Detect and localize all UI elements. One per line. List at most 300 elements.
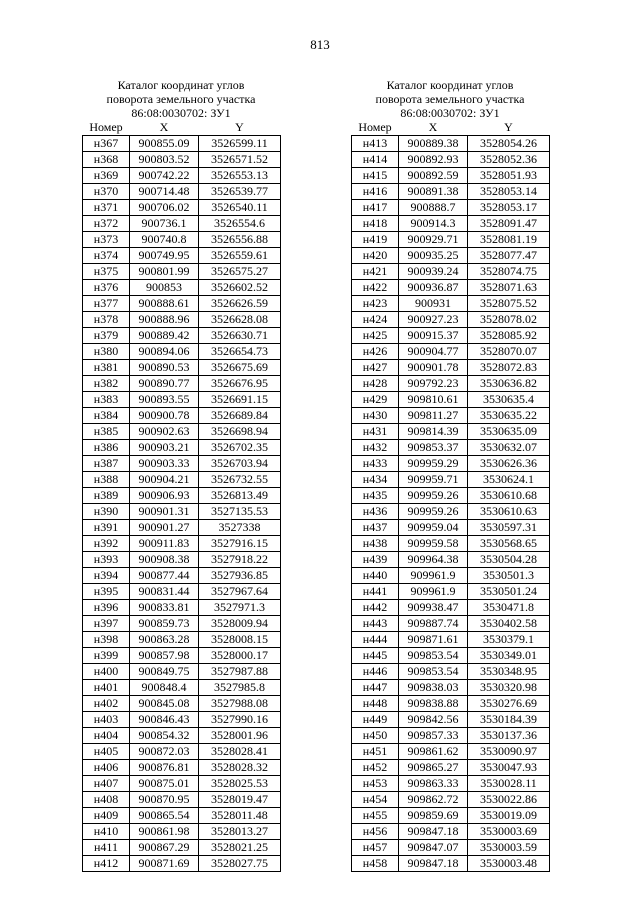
table-row [352, 824, 550, 840]
table-row [352, 136, 550, 152]
y-coordinate-cell: 3527990.16 [199, 712, 281, 728]
y-coordinate-cell: 3530003.59 [468, 840, 550, 856]
table-row [83, 600, 281, 616]
x-coordinate-cell: 909938.47 [399, 600, 468, 616]
point-number-cell: н379 [83, 328, 130, 344]
y-coordinate-cell: 3528013.27 [199, 824, 281, 840]
y-coordinate-cell: 3530636.82 [468, 376, 550, 392]
x-coordinate-cell: 909847.18 [399, 856, 468, 872]
point-number-cell: н409 [83, 808, 130, 824]
x-coordinate-cell: 900901.27 [130, 520, 199, 536]
table-row [83, 152, 281, 168]
x-coordinate-cell: 900877.44 [130, 568, 199, 584]
point-number-cell: н423 [352, 296, 399, 312]
y-coordinate-cell: 3526571.52 [199, 152, 281, 168]
table-row [83, 856, 281, 872]
x-coordinate-cell: 909961.9 [399, 584, 468, 600]
y-coordinate-cell: 3528025.53 [199, 776, 281, 792]
y-coordinate-cell: 3528054.26 [468, 136, 550, 152]
point-number-cell: н397 [83, 616, 130, 632]
y-coordinate-cell: 3526676.95 [199, 376, 281, 392]
y-coordinate-cell: 3528051.93 [468, 168, 550, 184]
point-number-cell: н377 [83, 296, 130, 312]
point-number-cell: н407 [83, 776, 130, 792]
point-number-cell: н418 [352, 216, 399, 232]
point-number-cell: н416 [352, 184, 399, 200]
x-coordinate-cell: 909853.37 [399, 440, 468, 456]
point-number-cell: н446 [352, 664, 399, 680]
point-number-cell: н390 [83, 504, 130, 520]
point-number-cell: н404 [83, 728, 130, 744]
y-coordinate-cell: 3528081.19 [468, 232, 550, 248]
table-row [83, 456, 281, 472]
y-coordinate-cell: 3530047.93 [468, 760, 550, 776]
point-number-cell: н389 [83, 488, 130, 504]
y-coordinate-cell: 3527338 [199, 520, 281, 536]
point-number-cell: н453 [352, 776, 399, 792]
point-number-cell: н372 [83, 216, 130, 232]
y-coordinate-cell: 3528001.96 [199, 728, 281, 744]
y-coordinate-cell: 3527918.22 [199, 552, 281, 568]
x-coordinate-cell: 900911.83 [130, 536, 199, 552]
coordinate-table [82, 120, 281, 872]
table-row [83, 376, 281, 392]
table-row [352, 552, 550, 568]
page-number: 813 [310, 37, 330, 52]
point-number-cell: н370 [83, 184, 130, 200]
table-row [352, 760, 550, 776]
x-coordinate-cell: 900936.87 [399, 280, 468, 296]
y-coordinate-cell: 3530632.07 [468, 440, 550, 456]
x-coordinate-cell: 909847.18 [399, 824, 468, 840]
table-row [83, 488, 281, 504]
table-row [83, 296, 281, 312]
x-coordinate-cell: 909862.72 [399, 792, 468, 808]
x-coordinate-cell: 900845.08 [130, 696, 199, 712]
y-coordinate-cell: 3530635.4 [468, 392, 550, 408]
x-coordinate-cell: 909810.61 [399, 392, 468, 408]
table-row [83, 360, 281, 376]
point-number-cell: н430 [352, 408, 399, 424]
x-coordinate-cell: 900900.78 [130, 408, 199, 424]
y-coordinate-cell: 3528091.47 [468, 216, 550, 232]
x-coordinate-cell: 900888.61 [130, 296, 199, 312]
point-number-cell: н436 [352, 504, 399, 520]
point-number-cell: н457 [352, 840, 399, 856]
y-coordinate-cell: 3530610.68 [468, 488, 550, 504]
table-row [352, 184, 550, 200]
column-header-y: Y [504, 120, 513, 134]
x-coordinate-cell: 900861.98 [130, 824, 199, 840]
x-coordinate-cell: 900853 [130, 280, 199, 296]
table-row [352, 312, 550, 328]
point-number-cell: н434 [352, 472, 399, 488]
x-coordinate-cell: 909811.27 [399, 408, 468, 424]
table-row [83, 648, 281, 664]
column-header-number: Номер [89, 120, 123, 134]
y-coordinate-cell: 3526732.55 [199, 472, 281, 488]
point-number-cell: н428 [352, 376, 399, 392]
y-coordinate-cell: 3530402.58 [468, 616, 550, 632]
y-coordinate-cell: 3530501.24 [468, 584, 550, 600]
x-coordinate-cell: 909959.71 [399, 472, 468, 488]
point-number-cell: н376 [83, 280, 130, 296]
y-coordinate-cell: 3527135.53 [199, 504, 281, 520]
y-coordinate-cell: 3526698.94 [199, 424, 281, 440]
table-row [83, 440, 281, 456]
point-number-cell: н421 [352, 264, 399, 280]
x-coordinate-cell: 900875.01 [130, 776, 199, 792]
x-coordinate-cell: 909959.29 [399, 456, 468, 472]
x-coordinate-cell: 909871.61 [399, 632, 468, 648]
point-number-cell: н419 [352, 232, 399, 248]
x-coordinate-cell: 900888.7 [399, 200, 468, 216]
x-coordinate-cell: 900736.1 [130, 216, 199, 232]
table-row [352, 616, 550, 632]
table-row [352, 520, 550, 536]
point-number-cell: н393 [83, 552, 130, 568]
y-coordinate-cell: 3526628.08 [199, 312, 281, 328]
x-coordinate-cell: 909842.56 [399, 712, 468, 728]
table-row [83, 584, 281, 600]
point-number-cell: н392 [83, 536, 130, 552]
x-coordinate-cell: 900872.03 [130, 744, 199, 760]
point-number-cell: н432 [352, 440, 399, 456]
point-number-cell: н391 [83, 520, 130, 536]
table-row [83, 712, 281, 728]
x-coordinate-cell: 909838.88 [399, 696, 468, 712]
table-row [352, 408, 550, 424]
x-coordinate-cell: 909961.9 [399, 568, 468, 584]
catalog-title-line: 86:08:0030702: ЗУ1 [131, 106, 231, 120]
point-number-cell: н427 [352, 360, 399, 376]
y-coordinate-cell: 3530276.69 [468, 696, 550, 712]
table-row [83, 328, 281, 344]
y-coordinate-cell: 3530379.1 [468, 632, 550, 648]
table-row [352, 744, 550, 760]
table-row [352, 840, 550, 856]
x-coordinate-cell: 900902.63 [130, 424, 199, 440]
table-row [352, 856, 550, 872]
y-coordinate-cell: 3528075.52 [468, 296, 550, 312]
point-number-cell: н443 [352, 616, 399, 632]
table-row [352, 248, 550, 264]
table-row [352, 504, 550, 520]
table-row [83, 728, 281, 744]
y-coordinate-cell: 3526626.59 [199, 296, 281, 312]
x-coordinate-cell: 900903.21 [130, 440, 199, 456]
point-number-cell: н433 [352, 456, 399, 472]
point-number-cell: н426 [352, 344, 399, 360]
x-coordinate-cell: 900904.21 [130, 472, 199, 488]
x-coordinate-cell: 909857.33 [399, 728, 468, 744]
y-coordinate-cell: 3527971.3 [199, 600, 281, 616]
table-row [352, 296, 550, 312]
table-row [83, 472, 281, 488]
y-coordinate-cell: 3530184.39 [468, 712, 550, 728]
y-coordinate-cell: 3526675.69 [199, 360, 281, 376]
table-row [352, 200, 550, 216]
table-row [83, 248, 281, 264]
table-row [83, 680, 281, 696]
x-coordinate-cell: 900714.48 [130, 184, 199, 200]
y-coordinate-cell: 3528011.48 [199, 808, 281, 824]
column-header-y: Y [235, 120, 244, 134]
table-row [83, 280, 281, 296]
y-coordinate-cell: 3528072.83 [468, 360, 550, 376]
point-number-cell: н450 [352, 728, 399, 744]
table-row [352, 584, 550, 600]
x-coordinate-cell: 900915.37 [399, 328, 468, 344]
coordinate-catalog-left [82, 78, 280, 872]
y-coordinate-cell: 3527987.88 [199, 664, 281, 680]
table-row [352, 696, 550, 712]
y-coordinate-cell: 3528053.14 [468, 184, 550, 200]
point-number-cell: н380 [83, 344, 130, 360]
point-number-cell: н420 [352, 248, 399, 264]
table-row [352, 664, 550, 680]
y-coordinate-cell: 3530501.3 [468, 568, 550, 584]
table-row [83, 536, 281, 552]
point-number-cell: н410 [83, 824, 130, 840]
y-coordinate-cell: 3526540.11 [199, 200, 281, 216]
point-number-cell: н388 [83, 472, 130, 488]
x-coordinate-cell: 909847.07 [399, 840, 468, 856]
x-coordinate-cell: 909863.33 [399, 776, 468, 792]
table-row [352, 536, 550, 552]
point-number-cell: н406 [83, 760, 130, 776]
y-coordinate-cell: 3527936.85 [199, 568, 281, 584]
x-coordinate-cell: 900889.38 [399, 136, 468, 152]
coordinate-table [351, 120, 550, 872]
point-number-cell: н374 [83, 248, 130, 264]
column-header-number: Номер [358, 120, 392, 134]
x-coordinate-cell: 909814.39 [399, 424, 468, 440]
y-coordinate-cell: 3530349.01 [468, 648, 550, 664]
point-number-cell: н412 [83, 856, 130, 872]
y-coordinate-cell: 3528053.17 [468, 200, 550, 216]
point-number-cell: н382 [83, 376, 130, 392]
table-row [352, 152, 550, 168]
y-coordinate-cell: 3526539.77 [199, 184, 281, 200]
column-header-x: X [159, 120, 169, 134]
y-coordinate-cell: 3530003.48 [468, 856, 550, 872]
table-row [352, 472, 550, 488]
y-coordinate-cell: 3530610.63 [468, 504, 550, 520]
x-coordinate-cell: 900846.43 [130, 712, 199, 728]
point-number-cell: н378 [83, 312, 130, 328]
y-coordinate-cell: 3526691.15 [199, 392, 281, 408]
point-number-cell: н439 [352, 552, 399, 568]
table-row [83, 216, 281, 232]
y-coordinate-cell: 3528077.47 [468, 248, 550, 264]
y-coordinate-cell: 3527967.64 [199, 584, 281, 600]
x-coordinate-cell: 900890.53 [130, 360, 199, 376]
table-header-row [352, 120, 550, 136]
y-coordinate-cell: 3528070.07 [468, 344, 550, 360]
y-coordinate-cell: 3530003.69 [468, 824, 550, 840]
point-number-cell: н413 [352, 136, 399, 152]
x-coordinate-cell: 909859.69 [399, 808, 468, 824]
point-number-cell: н411 [83, 840, 130, 856]
y-coordinate-cell: 3530019.09 [468, 808, 550, 824]
x-coordinate-cell: 900908.38 [130, 552, 199, 568]
point-number-cell: н368 [83, 152, 130, 168]
y-coordinate-cell: 3528078.02 [468, 312, 550, 328]
point-number-cell: н401 [83, 680, 130, 696]
point-number-cell: н394 [83, 568, 130, 584]
x-coordinate-cell: 909959.58 [399, 536, 468, 552]
x-coordinate-cell: 900803.52 [130, 152, 199, 168]
column-header-x: X [428, 120, 438, 134]
point-number-cell: н429 [352, 392, 399, 408]
y-coordinate-cell: 3526813.49 [199, 488, 281, 504]
point-number-cell: н399 [83, 648, 130, 664]
point-number-cell: н452 [352, 760, 399, 776]
x-coordinate-cell: 909861.62 [399, 744, 468, 760]
point-number-cell: н395 [83, 584, 130, 600]
x-coordinate-cell: 900889.42 [130, 328, 199, 344]
table-row [83, 664, 281, 680]
point-number-cell: н398 [83, 632, 130, 648]
point-number-cell: н440 [352, 568, 399, 584]
table-row [352, 600, 550, 616]
catalog-title-line: поворота земельного участка [375, 92, 525, 106]
table-row [352, 648, 550, 664]
table-row [352, 232, 550, 248]
table-row [83, 136, 281, 152]
table-header-row [83, 120, 281, 136]
x-coordinate-cell: 900890.77 [130, 376, 199, 392]
x-coordinate-cell: 900901.78 [399, 360, 468, 376]
y-coordinate-cell: 3530028.11 [468, 776, 550, 792]
table-row [83, 776, 281, 792]
x-coordinate-cell: 909959.04 [399, 520, 468, 536]
point-number-cell: н451 [352, 744, 399, 760]
y-coordinate-cell: 3530504.28 [468, 552, 550, 568]
x-coordinate-cell: 900706.02 [130, 200, 199, 216]
point-number-cell: н387 [83, 456, 130, 472]
x-coordinate-cell: 900892.93 [399, 152, 468, 168]
x-coordinate-cell: 900931 [399, 296, 468, 312]
x-coordinate-cell: 909959.26 [399, 488, 468, 504]
y-coordinate-cell: 3527985.8 [199, 680, 281, 696]
x-coordinate-cell: 909792.23 [399, 376, 468, 392]
catalog-title-line: Каталог координат углов [117, 78, 245, 92]
y-coordinate-cell: 3526630.71 [199, 328, 281, 344]
table-row [352, 168, 550, 184]
y-coordinate-cell: 3530568.65 [468, 536, 550, 552]
point-number-cell: н400 [83, 664, 130, 680]
y-coordinate-cell: 3530635.22 [468, 408, 550, 424]
y-coordinate-cell: 3528028.41 [199, 744, 281, 760]
table-row [83, 696, 281, 712]
table-row [83, 520, 281, 536]
y-coordinate-cell: 3526599.11 [199, 136, 281, 152]
y-coordinate-cell: 3528021.25 [199, 840, 281, 856]
point-number-cell: н403 [83, 712, 130, 728]
point-number-cell: н422 [352, 280, 399, 296]
point-number-cell: н405 [83, 744, 130, 760]
y-coordinate-cell: 3530626.36 [468, 456, 550, 472]
y-coordinate-cell: 3526553.13 [199, 168, 281, 184]
y-coordinate-cell: 3528027.75 [199, 856, 281, 872]
x-coordinate-cell: 900904.77 [399, 344, 468, 360]
point-number-cell: н367 [83, 136, 130, 152]
x-coordinate-cell: 900849.75 [130, 664, 199, 680]
x-coordinate-cell: 900929.71 [399, 232, 468, 248]
x-coordinate-cell: 900870.95 [130, 792, 199, 808]
x-coordinate-cell: 900865.54 [130, 808, 199, 824]
y-coordinate-cell: 3530137.36 [468, 728, 550, 744]
y-coordinate-cell: 3530348.95 [468, 664, 550, 680]
y-coordinate-cell: 3530624.1 [468, 472, 550, 488]
x-coordinate-cell: 900927.23 [399, 312, 468, 328]
point-number-cell: н444 [352, 632, 399, 648]
point-number-cell: н384 [83, 408, 130, 424]
table-row [83, 392, 281, 408]
point-number-cell: н425 [352, 328, 399, 344]
table-row [352, 488, 550, 504]
x-coordinate-cell: 900891.38 [399, 184, 468, 200]
table-row [83, 792, 281, 808]
y-coordinate-cell: 3530320.98 [468, 680, 550, 696]
table-row [352, 712, 550, 728]
table-row [352, 632, 550, 648]
y-coordinate-cell: 3530090.97 [468, 744, 550, 760]
table-row [83, 168, 281, 184]
catalog-title-line: 86:08:0030702: ЗУ1 [400, 106, 500, 120]
point-number-cell: н431 [352, 424, 399, 440]
x-coordinate-cell: 900876.81 [130, 760, 199, 776]
point-number-cell: н386 [83, 440, 130, 456]
x-coordinate-cell: 909853.54 [399, 648, 468, 664]
table-row [352, 344, 550, 360]
point-number-cell: н373 [83, 232, 130, 248]
table-row [352, 792, 550, 808]
x-coordinate-cell: 900857.98 [130, 648, 199, 664]
table-row [83, 744, 281, 760]
table-row [352, 328, 550, 344]
table-row [352, 392, 550, 408]
table-row [352, 280, 550, 296]
table-row [83, 808, 281, 824]
x-coordinate-cell: 900742.22 [130, 168, 199, 184]
x-coordinate-cell: 909959.26 [399, 504, 468, 520]
x-coordinate-cell: 900914.3 [399, 216, 468, 232]
point-number-cell: н424 [352, 312, 399, 328]
table-row [83, 840, 281, 856]
table-row [352, 456, 550, 472]
x-coordinate-cell: 909964.38 [399, 552, 468, 568]
x-coordinate-cell: 900906.93 [130, 488, 199, 504]
table-row [83, 552, 281, 568]
point-number-cell: н396 [83, 600, 130, 616]
x-coordinate-cell: 900801.99 [130, 264, 199, 280]
x-coordinate-cell: 900740.8 [130, 232, 199, 248]
x-coordinate-cell: 900831.44 [130, 584, 199, 600]
y-coordinate-cell: 3528074.75 [468, 264, 550, 280]
x-coordinate-cell: 909838.03 [399, 680, 468, 696]
y-coordinate-cell: 3526702.35 [199, 440, 281, 456]
table-row [352, 360, 550, 376]
point-number-cell: н385 [83, 424, 130, 440]
y-coordinate-cell: 3530022.86 [468, 792, 550, 808]
point-number-cell: н381 [83, 360, 130, 376]
x-coordinate-cell: 900854.32 [130, 728, 199, 744]
table-row [83, 312, 281, 328]
y-coordinate-cell: 3528019.47 [199, 792, 281, 808]
